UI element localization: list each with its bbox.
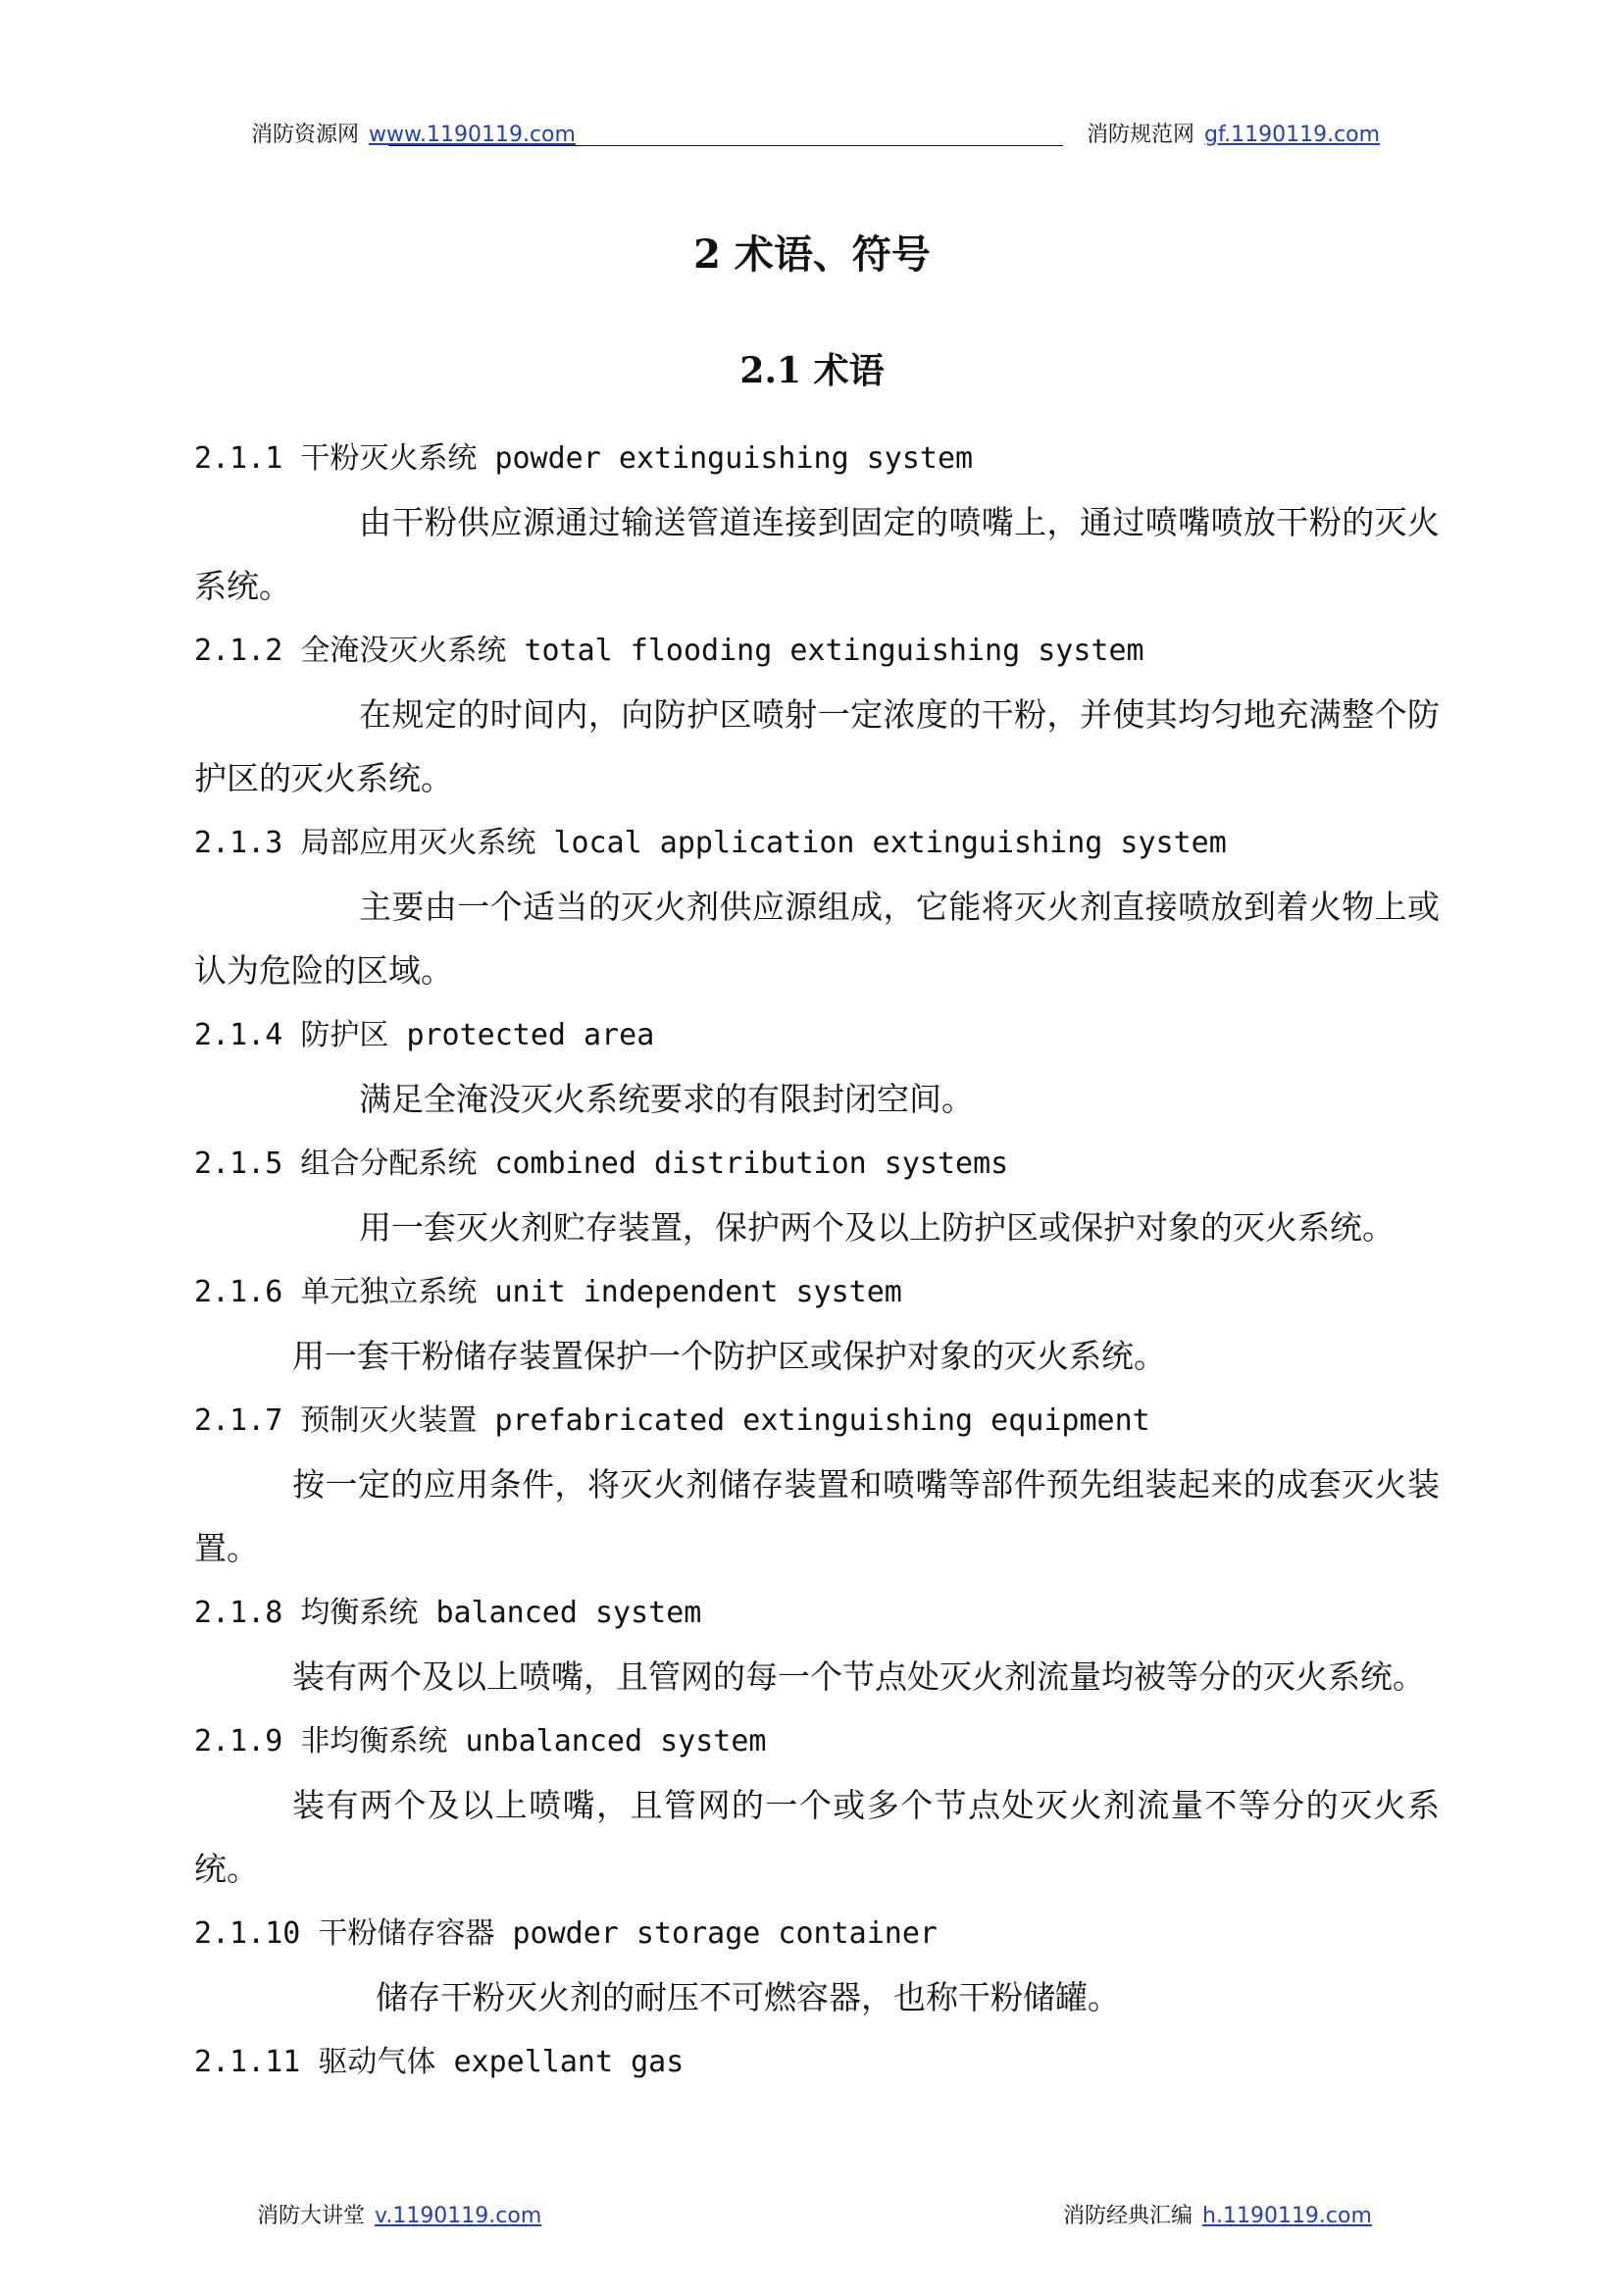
term-en: unbalanced system xyxy=(465,1724,767,1759)
term-definition: 主要由一个适当的灭火剂供应源组成，它能将灭火剂直接喷放到着火物上或认为危险的区域。 xyxy=(194,888,1440,990)
term-en: balanced system xyxy=(435,1596,702,1630)
header-right-name: 消防规范网 xyxy=(1087,123,1195,147)
term-zh: 干粉灭火系统 xyxy=(300,441,478,476)
term-heading xyxy=(194,1588,701,1631)
term-number: 2.1.5 xyxy=(194,1147,283,1181)
header-rule xyxy=(388,145,1063,146)
term-zh: 均衡系统 xyxy=(300,1596,419,1630)
term-zh: 干粉储存容器 xyxy=(318,1916,495,1951)
term-zh: 预制灭火装置 xyxy=(300,1403,478,1438)
term-definition: 储存干粉灭火剂的耐压不可燃容器，也称干粉储罐。 xyxy=(376,1978,1120,2016)
term-number: 2.1.3 xyxy=(194,826,283,860)
term-number: 2.1.11 xyxy=(194,2045,301,2079)
footer-left xyxy=(257,2199,541,2229)
term-definition: 用一套灭火剂贮存装置，保护两个及以上防护区或保护对象的灭火系统。 xyxy=(359,1208,1395,1247)
term-definition: 按一定的应用条件，将灭火剂储存装置和喷嘴等部件预先组装起来的成套灭火装置。 xyxy=(194,1465,1440,1567)
footer-left-name: 消防大讲堂 xyxy=(257,2204,366,2228)
term-number: 2.1.7 xyxy=(194,1403,283,1438)
term-heading xyxy=(194,818,1227,861)
header-right-link[interactable]: gf.1190119.com xyxy=(1204,123,1381,147)
term-heading xyxy=(194,1139,1008,1182)
header-left xyxy=(251,118,576,148)
term-en: powder extinguishing system xyxy=(494,441,974,476)
term-number: 2.1.8 xyxy=(194,1596,283,1630)
footer-right xyxy=(1063,2199,1372,2229)
term-zh: 局部应用灭火系统 xyxy=(300,826,536,860)
footer-right-link[interactable]: h.1190119.com xyxy=(1202,2204,1372,2228)
term-zh: 组合分配系统 xyxy=(300,1147,478,1181)
term-zh: 全淹没灭火系统 xyxy=(300,634,507,668)
term-zh: 非均衡系统 xyxy=(300,1724,448,1759)
term-en: total flooding extinguishing system xyxy=(524,634,1144,668)
term-zh: 单元独立系统 xyxy=(300,1275,478,1309)
term-heading xyxy=(194,1267,902,1310)
term-heading xyxy=(194,1396,1150,1439)
term-en: expellant gas xyxy=(453,2045,685,2079)
header-left-link[interactable]: www.1190119.com xyxy=(369,123,576,147)
term-heading xyxy=(194,433,973,477)
term-heading xyxy=(194,2037,684,2080)
term-heading xyxy=(194,1010,654,1053)
term-number: 2.1.1 xyxy=(194,441,283,476)
term-en: combined distribution systems xyxy=(494,1147,1009,1181)
term-en: protected area xyxy=(406,1018,655,1052)
header-right xyxy=(1087,118,1380,148)
term-heading xyxy=(194,1909,938,1952)
term-zh: 防护区 xyxy=(300,1018,389,1052)
term-number: 2.1.9 xyxy=(194,1724,283,1759)
term-number: 2.1.4 xyxy=(194,1018,283,1052)
term-definition: 装有两个及以上喷嘴，且管网的每一个节点处灭火剂流量均被等分的灭火系统。 xyxy=(292,1657,1425,1696)
term-definition: 装有两个及以上喷嘴，且管网的一个或多个节点处灭火剂流量不等分的灭火系统。 xyxy=(194,1786,1440,1888)
footer-left-link[interactable]: v.1190119.com xyxy=(375,2204,542,2228)
chapter-title: 2 术语、符号 xyxy=(693,231,931,278)
term-heading xyxy=(194,1716,766,1759)
header-left-name: 消防资源网 xyxy=(251,123,360,147)
term-zh: 驱动气体 xyxy=(318,2045,436,2079)
term-en: unit independent system xyxy=(494,1275,902,1309)
term-number: 2.1.10 xyxy=(194,1916,301,1951)
page-footer xyxy=(0,2199,1624,2238)
page-header xyxy=(0,118,1624,157)
term-definition: 在规定的时间内，向防护区喷射一定浓度的干粉，并使其均匀地充满整个防护区的灭火系统。 xyxy=(194,695,1440,797)
term-definition: 满足全淹没灭火系统要求的有限封闭空间。 xyxy=(359,1080,974,1118)
term-definition: 用一套干粉储存装置保护一个防护区或保护对象的灭火系统。 xyxy=(292,1337,1166,1375)
term-heading xyxy=(194,626,1144,669)
footer-right-name: 消防经典汇编 xyxy=(1063,2204,1193,2228)
term-definition: 由干粉供应源通过输送管道连接到固定的喷嘴上，通过喷嘴喷放干粉的灭火系统。 xyxy=(194,503,1440,605)
term-number: 2.1.6 xyxy=(194,1275,283,1309)
term-en: prefabricated extinguishing equipment xyxy=(494,1403,1150,1438)
section-title: 2.1 术语 xyxy=(739,350,885,391)
term-en: local application extinguishing system xyxy=(553,826,1227,860)
term-number: 2.1.2 xyxy=(194,634,283,668)
term-en: powder storage container xyxy=(512,1916,938,1951)
